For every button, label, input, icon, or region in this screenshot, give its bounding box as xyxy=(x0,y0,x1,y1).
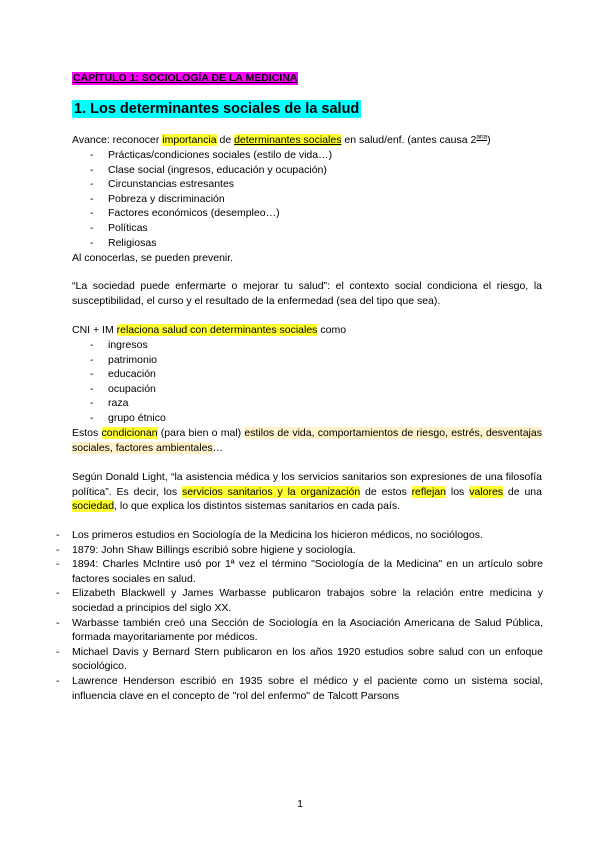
prevent-text: Al conocerlas, se pueden prevenir. xyxy=(72,252,234,264)
advance-text: ) xyxy=(487,134,491,146)
highlight-estilos: estilos de vida, comportamientos de riesgo, estrés, desventajas sociales, factores ambientales xyxy=(72,427,542,454)
cni-text: como xyxy=(317,324,347,336)
section-title: 1. Los determinantes sociales de la salud xyxy=(74,101,360,117)
chapter-title: CAPÍTULO 1: SOCIOLOGÍA DE LA MEDICINA xyxy=(73,72,298,84)
estos-paragraph xyxy=(72,426,542,455)
light-text: , lo que explica los distintos sistemas sanitarios en cada país. xyxy=(114,500,401,513)
light-paragraph xyxy=(72,470,542,514)
list-item: - grupo étnico xyxy=(72,411,542,426)
list-item: - educación xyxy=(72,367,542,382)
list-item: - Los primeros estudios en Sociología de la Medicina los hicieron médicos, no sociólogos. xyxy=(56,528,543,543)
list-item: - Pobreza y discriminación xyxy=(72,192,542,207)
list-item: - Lawrence Henderson escribió en 1935 sobre el médico y el paciente como un sistema social, influencia clave en el concepto de "rol del enfermo" de Talcott Parsons xyxy=(56,674,543,703)
highlight-determinantes: determinantes sociales xyxy=(234,134,342,146)
cni-text: CNI + IM xyxy=(72,324,117,336)
highlight-valores: valores xyxy=(469,485,504,498)
list-item: - raza xyxy=(72,396,542,411)
cni-line xyxy=(72,323,542,338)
estos-text: … xyxy=(212,441,224,454)
list-item: - Políticas xyxy=(72,221,542,236)
list-item: - ingresos xyxy=(72,338,542,353)
list-item: - Elizabeth Blackwell y James Warbasse publicaron trabajos sobre la relación entre medicina y sociedad a principios del siglo XX. xyxy=(56,586,543,615)
highlight-reflejan: reflejan xyxy=(411,485,447,498)
list-item: - 1879: John Shaw Billings escribió sobre higiene y sociología. xyxy=(56,543,543,558)
list-item: - 1894: Charles McIntire usó por 1ª vez el término "Sociología de la Medicina" en un artículo sobre factores sociales en salud. xyxy=(56,557,543,586)
quote-paragraph: “La sociedad puede enfermarte o mejorar tu salud”: el contexto social condiciona el riesgo, la susceptibilidad, el curso y el resultado de la enfermedad (sea del tipo que sea). xyxy=(72,280,542,307)
list-item: - Prácticas/condiciones sociales (estilo de vida…) xyxy=(72,148,542,163)
light-text: de una xyxy=(503,485,542,498)
advance-text: en salud/enf. (antes causa 2 xyxy=(341,134,477,146)
advance-text: Avance: reconocer xyxy=(72,134,163,146)
light-text: de estos xyxy=(360,485,412,498)
list-item: - Religiosas xyxy=(72,236,542,251)
light-text: Según Donald Light, “la asistencia médica y los servicios sanitarios son expresiones de una filosofía política”. Es decir, los xyxy=(72,471,542,498)
estos-text: Estos xyxy=(72,427,102,439)
list-item: - patrimonio xyxy=(72,353,542,368)
estos-text: (para bien o mal) xyxy=(157,427,245,439)
page-number: 1 xyxy=(297,798,303,810)
highlight-condicionan: condicionan xyxy=(101,427,158,439)
determinants-list xyxy=(72,148,542,250)
advance-text: de xyxy=(216,134,235,146)
highlight-importancia: importancia xyxy=(162,134,217,146)
list-item: - Warbasse también creó una Sección de Sociología en la Asociación Americana de Salud Pública, formada mayoritariamente por médicos. xyxy=(56,616,543,645)
highlight-servicios: servicios sanitarios y la organización xyxy=(181,485,361,498)
list-item: - Michael Davis y Bernard Stern publicaron en los años 1920 estudios sobre salud con un enfoque sociológico. xyxy=(56,645,543,674)
advance-line xyxy=(72,133,542,148)
factors-list xyxy=(72,338,542,426)
list-item: - ocupación xyxy=(72,382,542,397)
list-item: - Clase social (ingresos, educación y ocupación) xyxy=(72,163,542,178)
history-notes-list xyxy=(56,528,543,703)
list-item: - Factores económicos (desempleo…) xyxy=(72,206,542,221)
list-item: - Circunstancias estresantes xyxy=(72,177,542,192)
highlight-relaciona: relaciona salud con determinantes sociales xyxy=(116,324,318,336)
highlight-sociedad: sociedad xyxy=(72,500,115,513)
light-text: los xyxy=(446,485,470,498)
superscript: aria xyxy=(476,133,488,141)
